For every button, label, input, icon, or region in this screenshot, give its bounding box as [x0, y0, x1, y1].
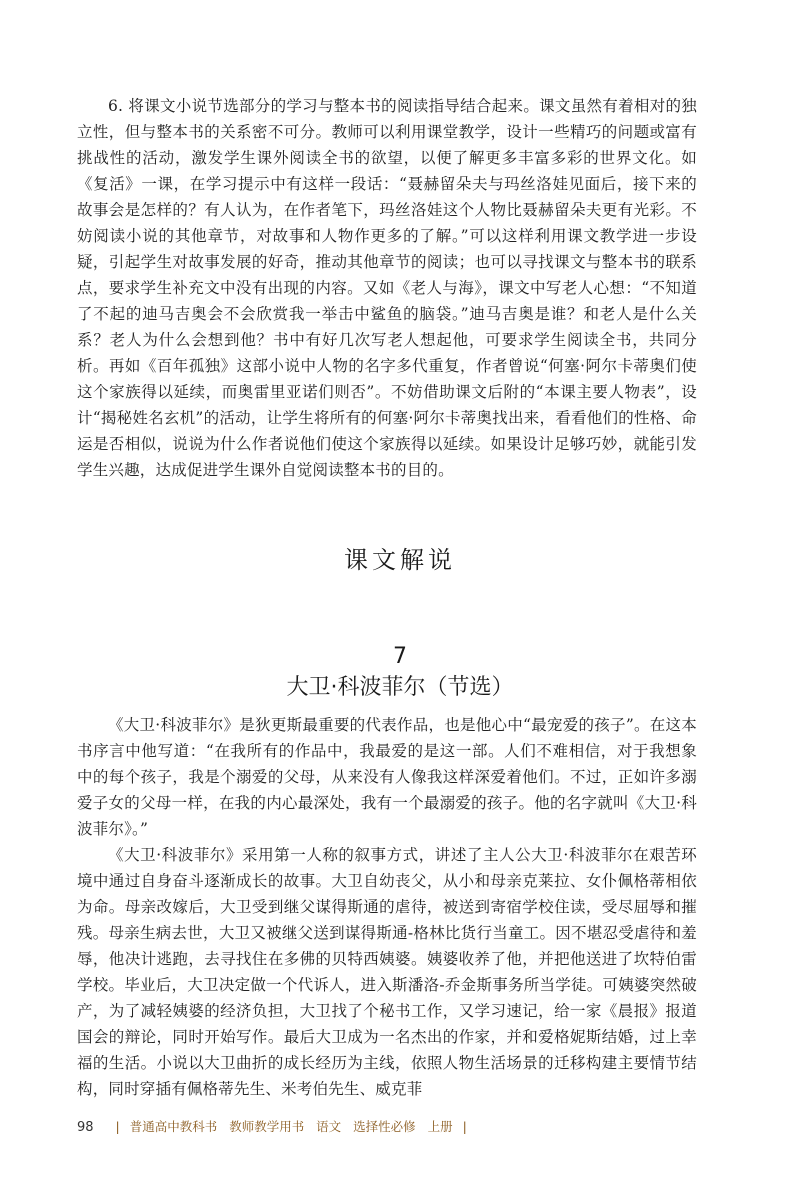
page-footer: 98 | 普通高中教科书 教师教学用书 语文 选择性必修 上册 |	[77, 1119, 467, 1135]
commentary-paragraph: 《大卫·科波菲尔》采用第一人称的叙事方式，讲述了主人公大卫·科波菲尔在艰苦环境中通过自身奋斗逐渐成长的故事。大卫自幼丧父，从小和母亲克莱拉、女仆佩格蒂相依为命。母亲改嫁后，大卫受到继父谋得斯通的虐待，被送到寄宿学校住读，受尽屈辱和摧残。母亲生病去世，大卫又被继父送到谋得斯通-格林比货行当童工。因不堪忍受虐待和羞辱，他决计逃跑，去寻找住在多佛的贝特西姨婆。姨婆收养了他，并把他送进了坎特伯雷学校。毕业后，大卫决定做一个代诉人，进入斯潘洛-乔金斯事务所当学徒。可姨婆突然破产，为了减轻姨婆的经济负担，大卫找了个秘书工作，又学习速记，给一家《晨报》报道国会的辩论，同时开始写作。最后大卫成为一名杰出的作家，并和爱格妮斯结婚，过上幸福的生活。小说以大卫曲折的成长经历为主线，依照人物生活场景的迁移构建主要情节结构，同时穿插有佩格蒂先生、米考伯先生、威克菲	[77, 846, 697, 1098]
footer-subject: 语文	[316, 1119, 342, 1134]
teaching-suggestion-block	[77, 93, 697, 483]
footer-book-type: 教师教学用书	[229, 1119, 305, 1134]
suggestion-paragraph-6: 6. 将课文小说节选部分的学习与整本书的阅读指导结合起来。课文虽然有着相对的独立性，但与整本书的关系密不可分。教师可以利用课堂教学，设计一些精巧的问题或富有挑战性的活动，激发学生课外阅读全书的欲望，以便了解更多丰富多彩的世界文化。如《复活》一课，在学习提示中有这样一段话：“聂赫留朵夫与玛丝洛娃见面后，接下来的故事会是怎样的？有人认为，在作者笔下，玛丝洛娃这个人物比聂赫留朵夫更有光彩。不妨阅读小说的其他章节，对故事和人物作更多的了解。”可以这样利用课文教学进一步设疑，引起学生对故事发展的好奇，推动其他章节的阅读；也可以寻找课文与整本书的联系点，要求学生补充文中没有出现的内容。又如《老人与海》，课文中写老人心想：“不知道了不起的迪马吉奥会不会欣赏我一举击中鲨鱼的脑袋。”迪马吉奥是谁？和老人是什么关系？老人为什么会想到他？书中有好几次写老人想起他，可要求学生阅读全书，共同分析。再如《百年孤独》这部小说中人物的名字多代重复，作者曾说“何塞·阿尔卡蒂奥们使这个家族得以延续，而奥雷里亚诺们则否”。不妨借助课文后附的“本课主要人物表”，设计“揭秘姓名玄机”的活动，让学生将所有的何塞·阿尔卡蒂奥找出来，看看他们的性格、命运是否相似，说说为什么作者说他们使这个家族得以延续。如果设计足够巧妙，就能引发学生兴趣，达成促进学生课外自觉阅读整本书的目的。	[77, 97, 697, 479]
footer-volume: 上册	[427, 1119, 453, 1134]
lesson-title: 大卫·科波菲尔（节选）	[286, 675, 514, 700]
section-title: 课文解说	[344, 546, 456, 574]
page-number: 98	[77, 1120, 94, 1135]
footer-book-series: 普通高中教科书	[129, 1119, 218, 1134]
footer-course: 选择性必修	[353, 1119, 416, 1134]
lesson-commentary-block	[77, 712, 697, 1102]
lesson-number: 7	[393, 644, 407, 669]
commentary-paragraph: 《大卫·科波菲尔》是狄更斯最重要的代表作品，也是他心中“最宠爱的孩子”。在这本书序言中他写道：“在我所有的作品中，我最爱的是这一部。人们不难相信，对于我想象中的每个孩子，我是个溺爱的父母，从来没有人像我这样深爱着他们。不过，正如许多溺爱子女的父母一样，在我的内心最深处，我有一个最溺爱的孩子。他的名字就叫《大卫·科波菲尔》。”	[77, 716, 697, 838]
